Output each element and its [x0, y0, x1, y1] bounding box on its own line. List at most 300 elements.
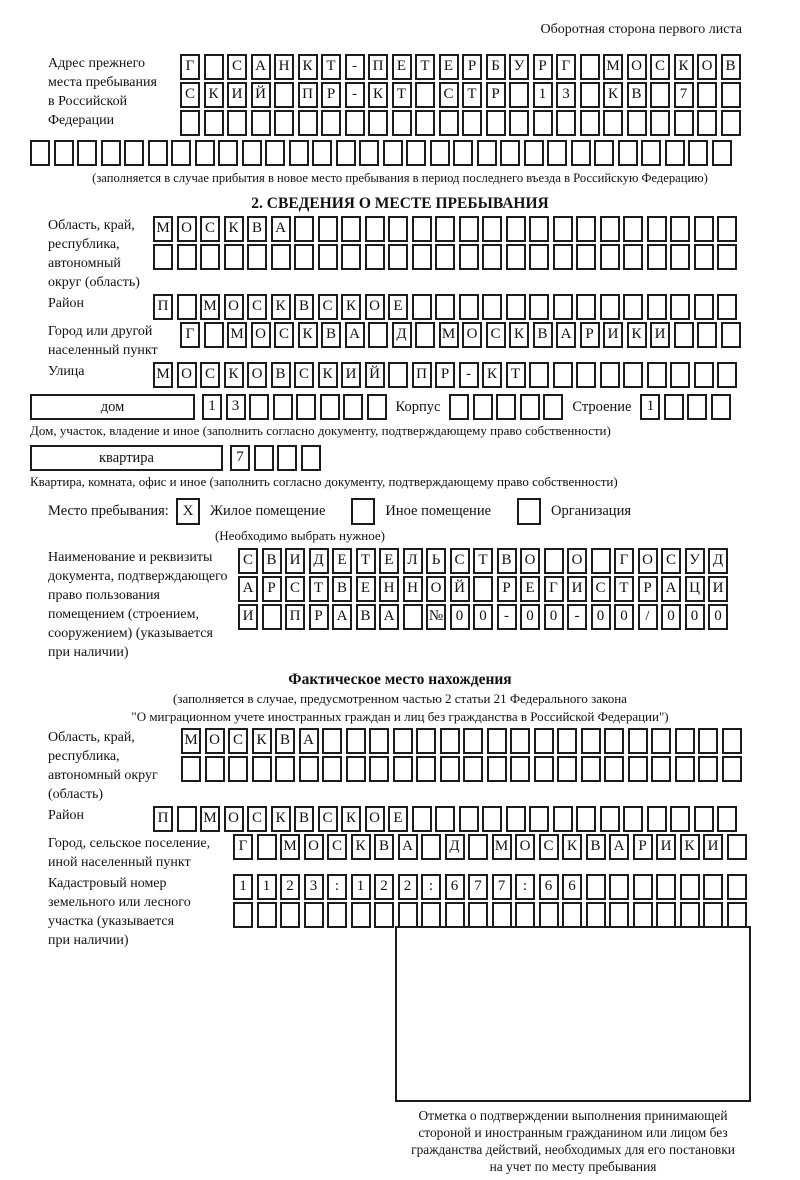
char-box: 3 — [304, 874, 324, 900]
char-box — [717, 362, 737, 388]
char-box: Н — [379, 576, 399, 602]
char-box — [318, 244, 338, 270]
char-box — [576, 216, 596, 242]
char-box — [529, 294, 549, 320]
char-box — [553, 362, 573, 388]
stroenie-row — [640, 394, 731, 420]
char-box — [580, 54, 600, 80]
char-box: Д — [309, 548, 329, 574]
char-box — [54, 140, 74, 166]
char-box — [712, 140, 732, 166]
char-box — [529, 244, 549, 270]
char-box — [641, 140, 661, 166]
region-rows — [153, 216, 737, 292]
char-box — [205, 756, 225, 782]
char-box — [534, 756, 554, 782]
char-box — [557, 728, 577, 754]
char-box — [177, 294, 197, 320]
char-box — [463, 728, 483, 754]
char-box — [670, 806, 690, 832]
char-box — [412, 216, 432, 242]
char-box: А — [332, 604, 352, 630]
actual-location-note-1: (заполняется в случае, предусмотренном частью 2 статьи 21 Федерального закона — [173, 691, 627, 706]
char-box: Н — [403, 576, 423, 602]
apartment-caption: Квартира, комната, офис и иное (заполнить согласно документу, подтверждающему право собственности) — [30, 474, 618, 489]
char-box: Е — [388, 294, 408, 320]
stay-type-label: Место пребывания: — [48, 503, 169, 519]
char-box — [717, 294, 737, 320]
char-box — [482, 216, 502, 242]
char-box — [651, 728, 671, 754]
char-box — [412, 244, 432, 270]
checkbox-zhiloe: X — [176, 498, 200, 525]
char-box: О — [520, 548, 540, 574]
char-box — [298, 110, 318, 136]
char-box — [506, 294, 526, 320]
char-box — [398, 902, 418, 928]
checkbox-organizatsiya — [517, 498, 541, 525]
char-box: К — [627, 322, 647, 348]
char-box: М — [153, 216, 173, 242]
char-box — [553, 806, 573, 832]
char-box: Р — [462, 54, 482, 80]
char-box — [277, 445, 297, 471]
char-box — [393, 728, 413, 754]
char-box: 0 — [708, 604, 728, 630]
char-box — [322, 728, 342, 754]
char-box — [529, 362, 549, 388]
char-box — [727, 874, 747, 900]
char-box: Т — [392, 82, 412, 108]
char-box — [628, 756, 648, 782]
street-label: Улица — [48, 364, 85, 379]
char-box: А — [345, 322, 365, 348]
char-box — [289, 140, 309, 166]
stroenie-label: Строение — [572, 398, 632, 415]
char-box: : — [327, 874, 347, 900]
char-box — [383, 140, 403, 166]
char-box — [468, 834, 488, 860]
char-box: : — [515, 874, 535, 900]
char-box — [628, 728, 648, 754]
char-box — [600, 294, 620, 320]
document-row-2 — [238, 576, 728, 602]
char-box — [556, 110, 576, 136]
char-box: 0 — [614, 604, 634, 630]
char-box — [698, 728, 718, 754]
apartment-type-box: квартира — [30, 445, 223, 471]
char-box: Г — [180, 322, 200, 348]
char-box: В — [627, 82, 647, 108]
char-box — [623, 244, 643, 270]
char-box — [181, 756, 201, 782]
char-box: 6 — [445, 874, 465, 900]
street-row — [153, 362, 737, 388]
char-box: 0 — [450, 604, 470, 630]
char-box — [204, 54, 224, 80]
char-box — [581, 756, 601, 782]
char-box: У — [509, 54, 529, 80]
document-field — [0, 548, 800, 662]
char-box: К — [271, 806, 291, 832]
char-box — [623, 216, 643, 242]
char-box — [600, 806, 620, 832]
char-box — [623, 362, 643, 388]
char-box — [257, 902, 277, 928]
char-box: Т — [462, 82, 482, 108]
char-box — [195, 140, 215, 166]
char-box: А — [271, 216, 291, 242]
char-box: Е — [520, 576, 540, 602]
char-box — [675, 756, 695, 782]
char-box: Е — [388, 806, 408, 832]
char-box — [586, 874, 606, 900]
char-box: О — [365, 806, 385, 832]
prev-address-field — [0, 54, 800, 138]
char-box — [343, 394, 363, 420]
actual-district-row — [153, 806, 737, 832]
char-box: - — [459, 362, 479, 388]
char-box — [576, 244, 596, 270]
char-box — [623, 806, 643, 832]
char-box: Р — [533, 54, 553, 80]
char-box — [604, 728, 624, 754]
char-box — [346, 728, 366, 754]
char-box — [304, 902, 324, 928]
char-box: Д — [392, 322, 412, 348]
char-box: К — [224, 216, 244, 242]
char-box — [171, 140, 191, 166]
district-label: Район — [48, 296, 84, 311]
char-box: Р — [580, 322, 600, 348]
char-box — [403, 604, 423, 630]
char-box — [694, 806, 714, 832]
char-box — [721, 322, 741, 348]
char-box — [717, 216, 737, 242]
char-box: О — [304, 834, 324, 860]
house-type-box: дом — [30, 394, 195, 420]
char-box — [252, 756, 272, 782]
char-box — [294, 216, 314, 242]
char-box: 0 — [520, 604, 540, 630]
char-box: К — [509, 322, 529, 348]
char-box — [727, 834, 747, 860]
char-box — [462, 110, 482, 136]
char-box — [320, 394, 340, 420]
char-box: А — [661, 576, 681, 602]
char-box: С — [227, 54, 247, 80]
char-box: № — [426, 604, 446, 630]
char-box: Ц — [685, 576, 705, 602]
char-box: И — [238, 604, 258, 630]
char-box — [694, 216, 714, 242]
char-box — [153, 244, 173, 270]
char-box — [510, 728, 530, 754]
char-box: П — [368, 54, 388, 80]
char-box — [529, 806, 549, 832]
char-box — [506, 216, 526, 242]
char-box — [257, 834, 277, 860]
char-box: И — [656, 834, 676, 860]
char-box: А — [379, 604, 399, 630]
char-box: 3 — [556, 82, 576, 108]
char-box — [688, 140, 708, 166]
char-box — [694, 362, 714, 388]
char-box: Н — [274, 54, 294, 80]
document-rows — [238, 548, 728, 662]
char-box: М — [181, 728, 201, 754]
char-box: К — [341, 806, 361, 832]
char-box: К — [603, 82, 623, 108]
char-box — [30, 140, 50, 166]
char-box: 1 — [202, 394, 222, 420]
char-box — [670, 362, 690, 388]
char-box — [633, 874, 653, 900]
char-box: В — [586, 834, 606, 860]
char-box — [492, 902, 512, 928]
char-box — [482, 806, 502, 832]
char-box: О — [638, 548, 658, 574]
char-box — [703, 874, 723, 900]
district-row — [153, 294, 737, 320]
char-box: С — [228, 728, 248, 754]
char-box: В — [356, 604, 376, 630]
page-side-note: Оборотная сторона первого листа — [540, 22, 742, 37]
char-box: А — [251, 54, 271, 80]
actual-location-note-2: "О миграционном учете иностранных граждан и лиц без гражданства в Российской Федерации") — [131, 709, 669, 724]
char-box — [468, 902, 488, 928]
char-box — [680, 874, 700, 900]
char-box: Д — [708, 548, 728, 574]
char-box — [586, 902, 606, 928]
char-box: К — [562, 834, 582, 860]
char-box: К — [204, 82, 224, 108]
char-box — [265, 140, 285, 166]
char-box — [482, 294, 502, 320]
char-box — [242, 140, 262, 166]
char-box: О — [515, 834, 535, 860]
cadastre-rows — [233, 874, 747, 950]
char-box — [687, 394, 707, 420]
char-box — [698, 756, 718, 782]
stay-type-hint: (Необходимо выбрать нужное) — [214, 528, 386, 543]
char-box — [412, 294, 432, 320]
char-box — [421, 834, 441, 860]
char-box: 2 — [374, 874, 394, 900]
char-box — [600, 244, 620, 270]
char-box — [275, 756, 295, 782]
apartment-number-row — [230, 445, 321, 471]
char-box — [604, 756, 624, 782]
char-box: С — [318, 294, 338, 320]
char-box — [539, 902, 559, 928]
section2-title: 2. СВЕДЕНИЯ О МЕСТЕ ПРЕБЫВАНИЯ — [251, 195, 549, 212]
prev-address-footnote: (заполняется в случае прибытия в новое место пребывания в период последнего въезда в Российскую Федерацию) — [92, 171, 708, 185]
char-box — [553, 216, 573, 242]
char-box: М — [200, 294, 220, 320]
char-box — [274, 110, 294, 136]
char-box — [445, 902, 465, 928]
char-box: Р — [309, 604, 329, 630]
char-box — [487, 756, 507, 782]
char-box — [694, 244, 714, 270]
char-box — [609, 902, 629, 928]
char-box — [453, 140, 473, 166]
char-box — [651, 756, 671, 782]
char-box — [697, 82, 717, 108]
char-box: О — [224, 294, 244, 320]
char-box: С — [450, 548, 470, 574]
actual-region-row-1 — [181, 728, 742, 754]
prev-address-row-2 — [180, 82, 741, 108]
char-box — [416, 756, 436, 782]
char-box — [647, 362, 667, 388]
char-box — [727, 902, 747, 928]
char-box — [301, 445, 321, 471]
char-box — [647, 294, 667, 320]
char-box: О — [567, 548, 587, 574]
region-row-1 — [153, 216, 737, 242]
char-box: Й — [251, 82, 271, 108]
char-box — [227, 110, 247, 136]
char-box: М — [492, 834, 512, 860]
char-box — [435, 244, 455, 270]
char-box — [623, 294, 643, 320]
char-box: 0 — [473, 604, 493, 630]
char-box — [271, 244, 291, 270]
char-box — [506, 244, 526, 270]
char-box — [435, 806, 455, 832]
char-box: В — [294, 294, 314, 320]
char-box: С — [486, 322, 506, 348]
actual-location-title: Фактическое место нахождения — [288, 671, 512, 688]
char-box: 0 — [591, 604, 611, 630]
char-box — [415, 322, 435, 348]
char-box: 6 — [562, 874, 582, 900]
char-box: 7 — [230, 445, 250, 471]
region-field — [0, 216, 800, 292]
char-box: И — [285, 548, 305, 574]
char-box: М — [280, 834, 300, 860]
char-box: С — [318, 806, 338, 832]
char-box: 2 — [398, 874, 418, 900]
char-box — [609, 874, 629, 900]
char-box: В — [374, 834, 394, 860]
char-box — [369, 728, 389, 754]
char-box: К — [341, 294, 361, 320]
city-field — [0, 322, 800, 360]
char-box: 0 — [544, 604, 564, 630]
char-box — [247, 244, 267, 270]
prev-address-row-1 — [180, 54, 741, 80]
actual-region-row-2 — [181, 756, 742, 782]
char-box — [415, 110, 435, 136]
char-box: В — [247, 216, 267, 242]
char-box — [721, 110, 741, 136]
char-box: Т — [415, 54, 435, 80]
char-box — [670, 244, 690, 270]
char-box: Б — [486, 54, 506, 80]
actual-region-rows — [181, 728, 742, 804]
char-box — [365, 244, 385, 270]
document-label: Наименование и реквизиты документа, подтверждающего право пользования помещением (строением, сооружением) (указывается при наличии) — [48, 550, 228, 660]
house-field — [30, 394, 800, 420]
char-box: 0 — [661, 604, 681, 630]
char-box — [486, 110, 506, 136]
char-box: Т — [473, 548, 493, 574]
char-box: Г — [556, 54, 576, 80]
char-box: О — [426, 576, 446, 602]
char-box — [600, 216, 620, 242]
char-box: М — [227, 322, 247, 348]
char-box — [656, 902, 676, 928]
char-box: С — [247, 806, 267, 832]
char-box — [368, 110, 388, 136]
option-zhiloe-label: Жилое помещение — [210, 503, 326, 519]
char-box — [224, 244, 244, 270]
char-box: Е — [356, 576, 376, 602]
char-box — [416, 728, 436, 754]
char-box: И — [708, 576, 728, 602]
char-box — [459, 294, 479, 320]
char-box: К — [351, 834, 371, 860]
apartment-field — [30, 445, 800, 471]
char-box: 1 — [533, 82, 553, 108]
char-box: М — [603, 54, 623, 80]
char-box — [359, 140, 379, 166]
char-box — [520, 394, 540, 420]
char-box — [591, 548, 611, 574]
char-box — [721, 82, 741, 108]
char-box: А — [299, 728, 319, 754]
char-box: О — [224, 806, 244, 832]
char-box: В — [721, 54, 741, 80]
stamp-box — [395, 926, 751, 1102]
char-box — [322, 756, 342, 782]
char-box — [571, 140, 591, 166]
char-box — [500, 140, 520, 166]
char-box — [388, 244, 408, 270]
char-box — [580, 110, 600, 136]
char-box — [674, 110, 694, 136]
actual-city-field — [0, 834, 800, 872]
char-box: Т — [506, 362, 526, 388]
char-box — [717, 244, 737, 270]
char-box: 6 — [539, 874, 559, 900]
char-box — [717, 806, 737, 832]
char-box: Р — [486, 82, 506, 108]
char-box — [406, 140, 426, 166]
char-box — [547, 140, 567, 166]
char-box: 1 — [351, 874, 371, 900]
char-box — [321, 110, 341, 136]
char-box: И — [703, 834, 723, 860]
char-box — [529, 216, 549, 242]
char-box — [580, 82, 600, 108]
char-box: Е — [392, 54, 412, 80]
char-box — [562, 902, 582, 928]
char-box — [473, 576, 493, 602]
char-box — [473, 394, 493, 420]
char-box — [280, 902, 300, 928]
char-box — [627, 110, 647, 136]
char-box: Е — [379, 548, 399, 574]
char-box: С — [274, 322, 294, 348]
char-box: Д — [445, 834, 465, 860]
char-box — [534, 728, 554, 754]
char-box: К — [680, 834, 700, 860]
char-box: П — [153, 294, 173, 320]
